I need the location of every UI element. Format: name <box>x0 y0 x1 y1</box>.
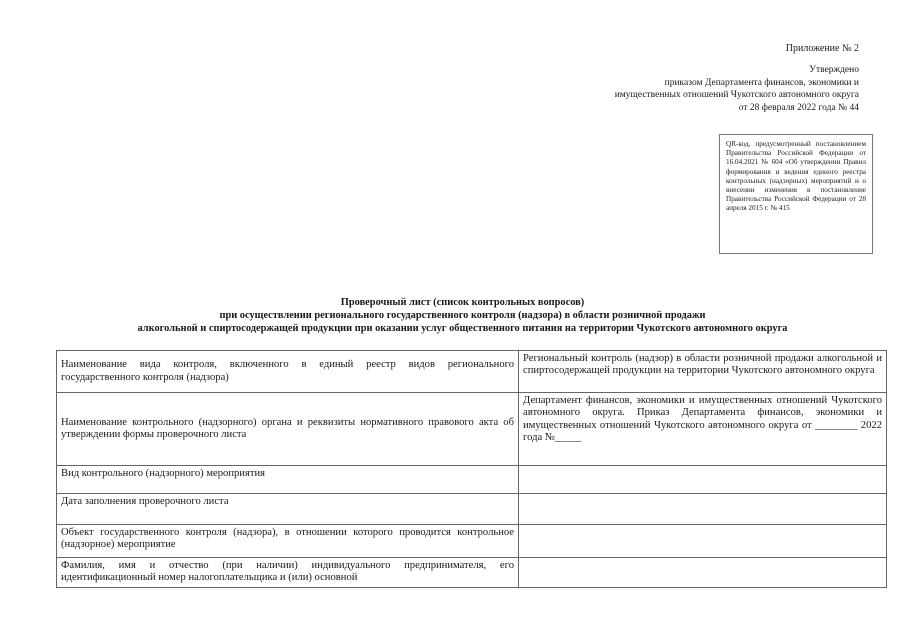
row-value: Региональный контроль (надзор) в области розничной продажи алкогольной и спиртосодержащей продукции на территории Чукотского автономного округа <box>519 351 887 393</box>
approval-line: от 28 февраля 2022 года № 44 <box>738 102 859 113</box>
document-title <box>40 296 885 335</box>
row-value <box>519 494 887 525</box>
row-label: Наименование вида контроля, включенного в единый реестр видов регионального государственного контроля (надзора) <box>57 351 519 393</box>
qr-code-placeholder: QR-код, предусмотренный постановлением Правительства Российской Федерации от 16.04.2021 № 604 «Об утверждении Правил формирования и ведения единого реестра контрольных (надзорных) мероприятий и о внесении изменения в постановление Правительства Российской Федерации от 28 апреля 2015 г. № 415 <box>719 134 873 254</box>
table-row <box>57 525 887 558</box>
table-row <box>57 393 887 466</box>
approval-block <box>615 64 859 114</box>
row-label: Наименование контрольного (надзорного) органа и реквизиты нормативного правового акта об утверждении формы проверочного листа <box>57 393 519 466</box>
row-label: Объект государственного контроля (надзора), в отношении которого проводится контрольное (надзорное) мероприятие <box>57 525 519 558</box>
row-value: Департамент финансов, экономики и имущественных отношений Чукотского автономного округа. Приказ Департамента финансов, экономики и имущественных отношений Чукотского автономного округа от ________ 2022 года №_____ <box>519 393 887 466</box>
row-label: Фамилия, имя и отчество (при наличии) индивидуального предпринимателя, его идентификационный номер налогоплательщика и (или) основной <box>57 558 519 588</box>
approval-line: Утверждено <box>809 65 859 75</box>
title-line: при осуществлении регионального государственного контроля (надзора) в области розничной продажи <box>219 310 706 321</box>
row-label: Дата заполнения проверочного листа <box>57 494 519 525</box>
row-value <box>519 466 887 494</box>
table-row <box>57 466 887 494</box>
checklist-table <box>56 350 887 588</box>
approval-line: приказом Департамента финансов, экономики и <box>664 77 859 88</box>
row-value <box>519 525 887 558</box>
table-row <box>57 558 887 588</box>
table-row <box>57 494 887 525</box>
appendix-number: Приложение № 2 <box>785 43 859 54</box>
title-line: Проверочный лист (список контрольных вопросов) <box>340 297 585 308</box>
row-label: Вид контрольного (надзорного) мероприятия <box>57 466 519 494</box>
row-value <box>519 558 887 588</box>
title-line: алкогольной и спиртосодержащей продукции при оказании услуг общественного питания на территории Чукотского автономного округа <box>137 323 788 334</box>
approval-line: имущественных отношений Чукотского автономного округа <box>614 90 859 100</box>
table-row <box>57 351 887 393</box>
